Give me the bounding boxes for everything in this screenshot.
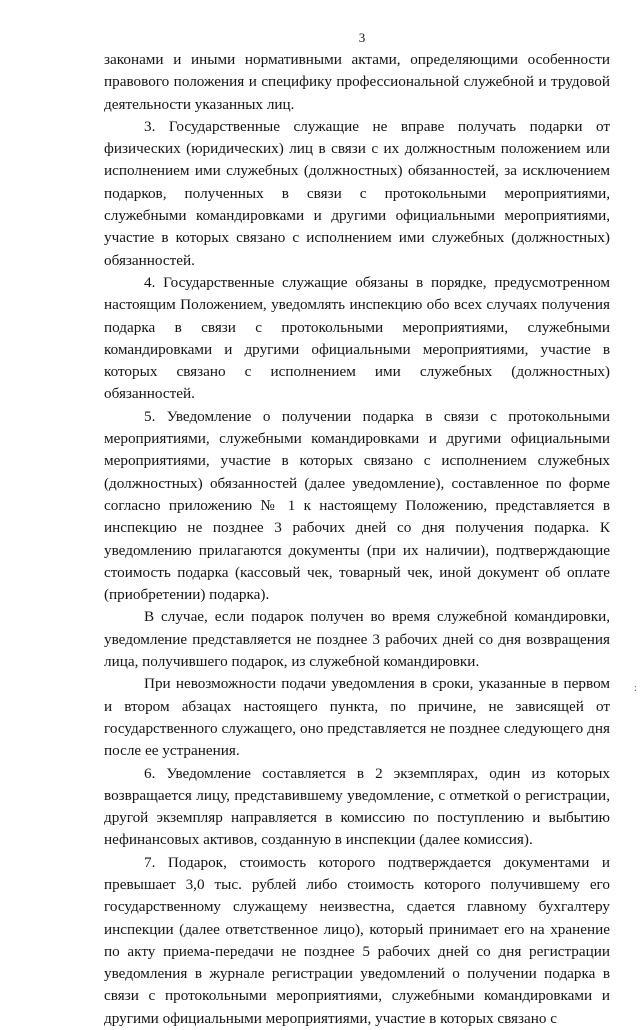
paragraph-item-5-business-trip: В случае, если подарок получен во время служебной командировки, уведомление представляется не позднее 3 рабочих дней со дня возвращения лица, получившего подарок, из служебной командировки. [104, 608, 610, 671]
paragraph-continuation: законами и иными нормативными актами, определяющими особенности правового положения и специфику профессиональной служебной и трудовой деятельности указанных лиц. [104, 51, 610, 113]
paragraph-item-6: 6. Уведомление составляется в 2 экземплярах, один из которых возвращается лицу, представившему уведомление, с отметкой о регистрации, другой экземпляр направляется в комиссию по поступлению и выбытию нефинансовых активов, созданную в инспекции (далее комиссия). [104, 764, 610, 849]
paragraph-item-7: 7. Подарок, стоимость которого подтверждается документами и превышает 3,0 тыс. рублей либо стоимость которого получившему его государственному служащему неизвестна, сдается главному бухгалтеру инспекции (далее ответственное лицо), который принимает его на хранение по акту приема-передачи не позднее 5 рабочих дней со дня регистрации уведомления в журнале регистрации уведомлений о получении подарка в связи с протокольными мероприятиями, служебными командировками и другими официальными мероприятиями, участие в которых связано с [104, 853, 610, 1027]
page-number: 3 [358, 30, 366, 45]
margin-mark: : [634, 683, 637, 694]
paragraph-item-4: 4. Государственные служащие обязаны в порядке, предусмотренном настоящим Положением, уведомлять инспекцию обо всех случаях получения подарка в связи с протокольными мероприятиями, служебными командировками и другими официальными мероприятиями, участие в которых связано с исполнением ими служебных (должностных) обязанностей. [104, 273, 610, 403]
paragraph-item-5: 5. Уведомление о получении подарка в связи с протокольными мероприятиями, служебными командировками и другими официальными мероприятиями, участие в которых связано с исполнением служебных (должностных) обязанностей (далее уведомление), составленное по форме согласно приложению № 1 к настоящему Положению, представляется в инспекцию не позднее 3 рабочих дней со дня получения подарка. К уведомлению прилагаются документы (при их наличии), подтверждающие стоимость подарка (кассовый чек, товарный чек, иной документ об оплате (приобретении) подарка). [104, 407, 610, 604]
paragraph-item-3: 3. Государственные служащие не вправе получать подарки от физических (юридических) лиц в связи с их должностным положением или исполнением ими служебных (должностных) обязанностей, за исключением подарков, полученных в связи с протокольными мероприятиями, служебными командировками и другими официальными мероприятиями, участие в которых связано с исполнением ими служебных (должностных) обязанностей. [104, 117, 610, 269]
document-body [104, 49, 610, 1030]
paragraph-item-5-impossibility: При невозможности подачи уведомления в сроки, указанные в первом и втором абзацах настоящего пункта, по причине, не зависящей от государственного служащего, оно представляется не позднее следующего дня после ее устранения. [104, 675, 610, 760]
